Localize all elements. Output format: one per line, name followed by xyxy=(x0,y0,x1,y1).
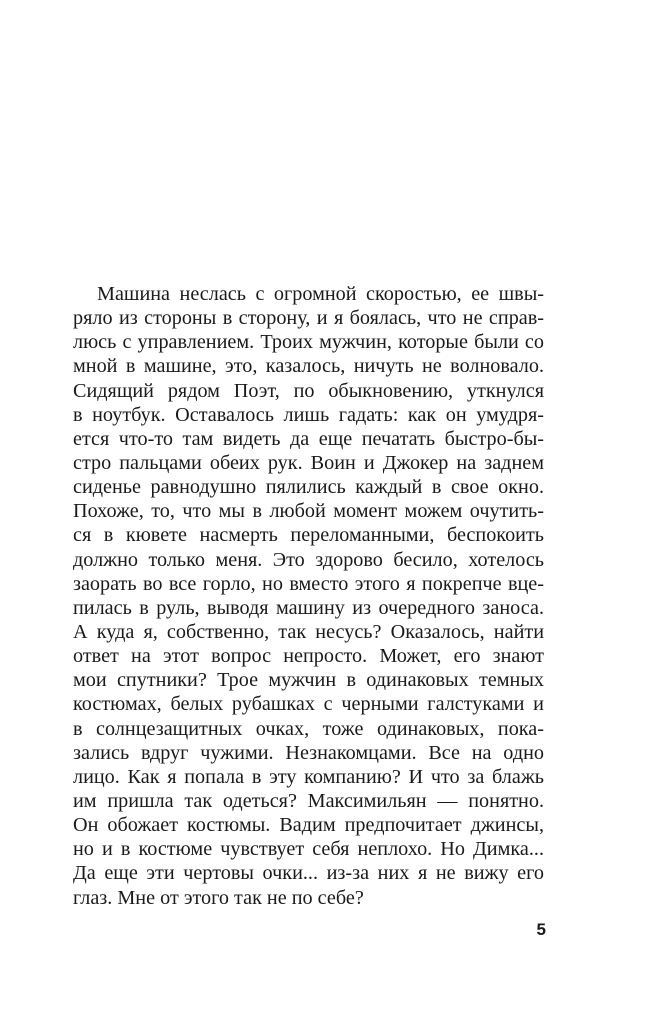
text-line: сиденье равнодушно пялились каждый в свое окно. xyxy=(73,476,544,499)
text-line: лицо. Как я попала в эту компанию? И что за блажь xyxy=(73,765,544,788)
text-line: в ноутбук. Оставалось лишь гадать: как он умудря- xyxy=(73,403,544,426)
text-line: зались вдруг чужими. Незнакомцами. Все на одно xyxy=(73,741,544,764)
text-line: Машина неслась с огромной скоростью, ее швы- xyxy=(97,283,544,305)
body-paragraph xyxy=(73,282,544,910)
text-line: ответ на этот вопрос непросто. Может, его знают xyxy=(73,645,544,668)
text-line: люсь с управлением. Троих мужчин, которые были со xyxy=(73,331,544,354)
text-line: стро пальцами обеих рук. Воин и Джокер на заднем xyxy=(73,451,544,474)
text-line: ся в кювете насмерть переломанными, беспокоить xyxy=(73,524,544,547)
text-line: Да еще эти чертовы очки... из-за них я не вижу его xyxy=(73,862,544,885)
text-line: Он обожает костюмы. Вадим предпочитает джинсы, xyxy=(73,814,544,837)
text-line: ряло из стороны в сторону, и я боялась, что не справ- xyxy=(73,307,544,330)
text-line: ется что-то там видеть да еще печатать быстро-бы- xyxy=(73,427,544,450)
text-line: А куда я, собственно, так несусь? Оказалось, найти xyxy=(73,620,544,643)
text-line: мои спутники? Трое мужчин в одинаковых темных xyxy=(73,669,544,692)
text-line: глаз. Мне от этого так не по себе? xyxy=(73,886,364,909)
text-line: пилась в руль, выводя машину из очередного заноса. xyxy=(73,596,544,619)
text-line: в солнцезащитных очках, тоже одинаковых, пока- xyxy=(73,717,544,740)
text-line: им пришла так одеться? Максимильян — понятно. xyxy=(73,789,544,812)
text-line: костюмах, белых рубашках с черными галстуками и xyxy=(73,693,544,716)
text-line: но и в костюме чувствует себя неплохо. Но Димка... xyxy=(73,838,544,861)
text-line: заорать во все горло, но вместо этого я покрепче вце- xyxy=(73,572,544,595)
page-number: 5 xyxy=(536,920,546,939)
text-line: Сидящий рядом Поэт, по обыкновению, уткнулся xyxy=(73,379,544,402)
text-line: должно только меня. Это здорово бесило, хотелось xyxy=(73,548,544,571)
text-line: Похоже, то, что мы в любой момент можем очутить- xyxy=(73,500,544,523)
text-line: мной в машине, это, казалось, ничуть не волновало. xyxy=(73,355,544,378)
